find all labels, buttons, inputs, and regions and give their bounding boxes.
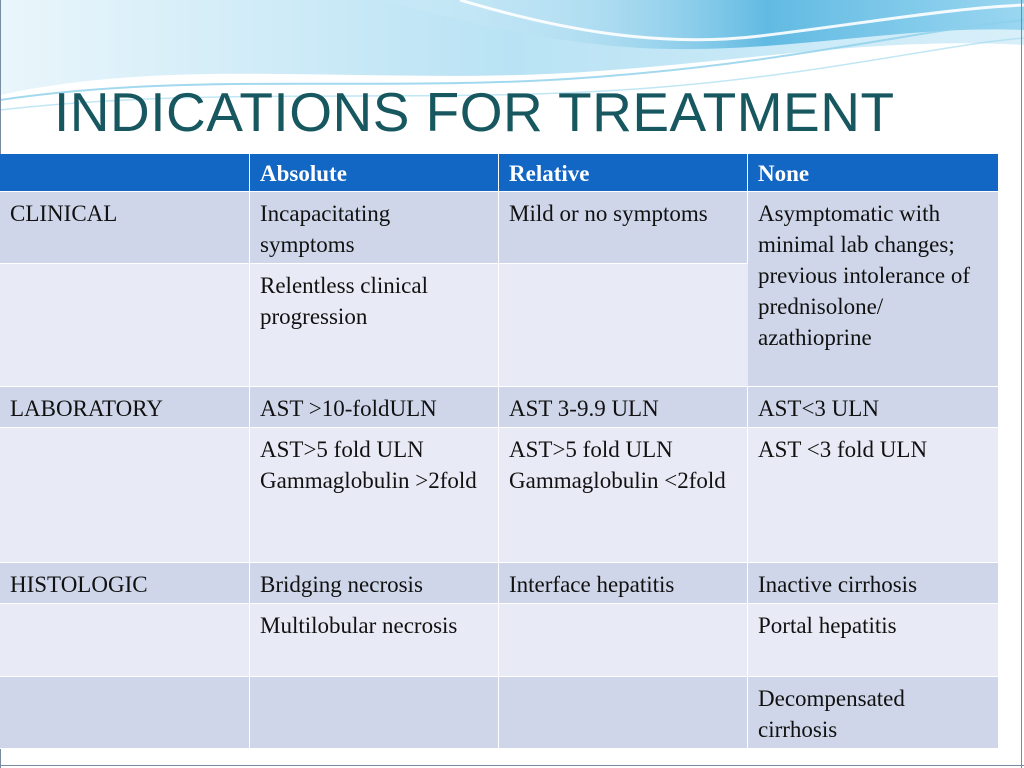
cell-absolute: AST>5 fold ULN Gammaglobulin >2fold [250, 428, 499, 563]
table-row-histologic-1 [0, 563, 998, 604]
cell-absolute: Bridging necrosis [250, 563, 499, 604]
cell-none: Portal hepatitis [748, 604, 998, 677]
table-row-histologic-3 [0, 677, 998, 749]
indications-table [0, 154, 998, 749]
cell-category [0, 428, 250, 563]
cell-category: LABORATORY [0, 387, 250, 428]
cell-relative: AST>5 fold ULN Gammaglobulin <2fold [499, 428, 748, 563]
cell-absolute: Relentless clinical progression [250, 264, 499, 387]
cell-category: HISTOLOGIC [0, 563, 250, 604]
cell-absolute: Incapacitating symptoms [250, 192, 499, 264]
header-absolute: Absolute [250, 154, 499, 192]
table-header-row [0, 154, 998, 192]
cell-none: Asymptomatic with minimal lab changes; previous intolerance of prednisolone/ azathioprine [748, 192, 998, 387]
cell-absolute: Multilobular necrosis [250, 604, 499, 677]
table-row-laboratory-1 [0, 387, 998, 428]
cell-relative: Interface hepatitis [499, 563, 748, 604]
cell-none: Inactive cirrhosis [748, 563, 998, 604]
cell-absolute: AST >10-foldULN [250, 387, 499, 428]
cell-relative [499, 264, 748, 387]
frame-line-bottom [0, 765, 1024, 766]
header-relative: Relative [499, 154, 748, 192]
cell-none: AST<3 ULN [748, 387, 998, 428]
cell-relative [499, 677, 748, 749]
header-category [0, 154, 250, 192]
cell-absolute [250, 677, 499, 749]
table-row-laboratory-2 [0, 428, 998, 563]
cell-none: Decompensated cirrhosis [748, 677, 998, 749]
cell-category [0, 677, 250, 749]
cell-category [0, 264, 250, 387]
frame-line-right [1021, 0, 1022, 768]
cell-relative: AST 3-9.9 ULN [499, 387, 748, 428]
cell-relative: Mild or no symptoms [499, 192, 748, 264]
table-row-clinical-1 [0, 192, 998, 264]
table-row-histologic-2 [0, 604, 998, 677]
header-none: None [748, 154, 998, 192]
cell-category [0, 604, 250, 677]
slide-title: INDICATIONS FOR TREATMENT [54, 81, 895, 143]
cell-category: CLINICAL [0, 192, 250, 264]
cell-none: AST <3 fold ULN [748, 428, 998, 563]
cell-relative [499, 604, 748, 677]
